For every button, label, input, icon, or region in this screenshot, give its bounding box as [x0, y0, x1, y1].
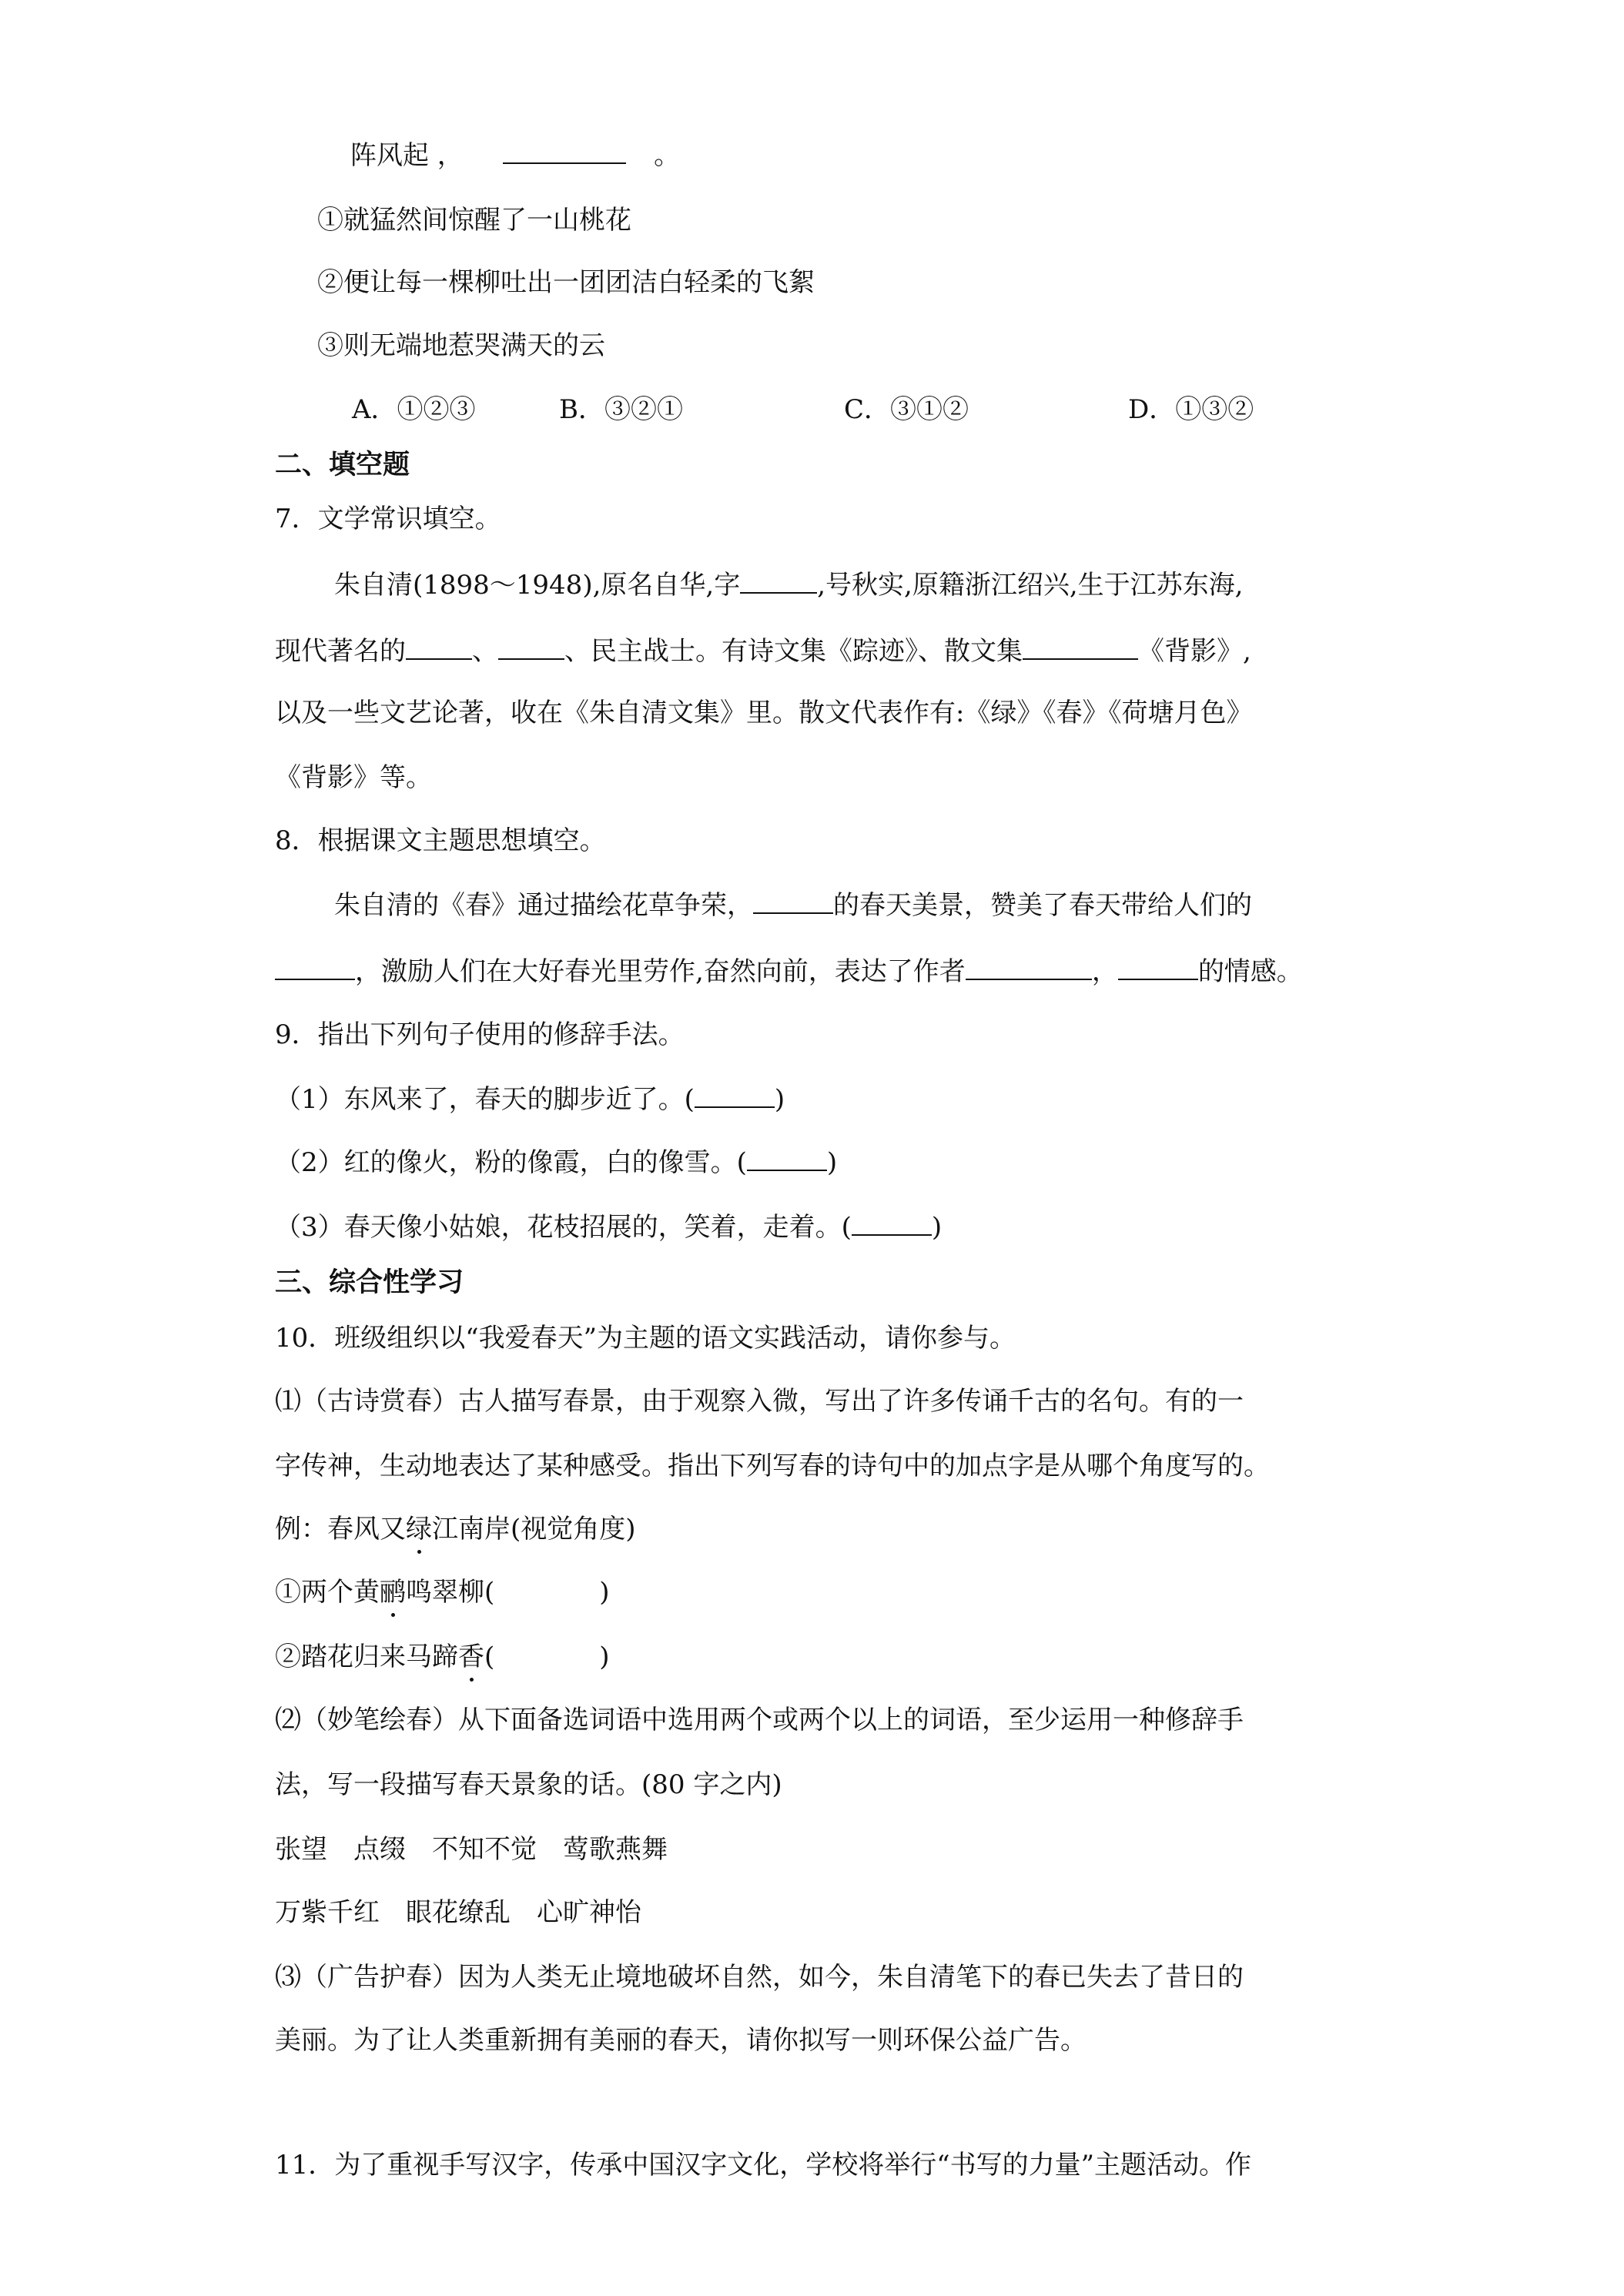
answer-blank: [753, 889, 833, 914]
q10-text: (: [484, 1642, 495, 1672]
q10-part1-line1: ⑴（古诗赏春）古人描写春景，由于观察入微，写出了许多传诵千古的名句。有的一: [275, 1386, 1244, 1417]
q8-text: 的情感。: [1197, 956, 1303, 987]
q9-item-3: [275, 1209, 942, 1246]
word-item: 莺歌燕舞: [563, 1834, 668, 1865]
q6-stem-tail: [350, 137, 680, 174]
q9-text: ): [826, 1147, 838, 1178]
q8-text: 的春天美景，赞美了春天带给人们的: [833, 890, 1252, 921]
answer-blank: [1023, 635, 1138, 660]
q9-stem: 9．指出下列句子使用的修辞手法。: [275, 1019, 685, 1050]
q10-text: 例：春风又: [275, 1514, 406, 1545]
q7-text: 现代著名的: [275, 636, 406, 667]
q9-text: （1）东风来了，春天的脚步近了。(: [275, 1084, 695, 1115]
q10-stem: 10．班级组织以“我爱春天”为主题的语文实践活动，请你参与。: [275, 1323, 1016, 1354]
q6-item-2: ②便让每一棵柳吐出一团团洁白轻柔的飞絮: [317, 267, 815, 298]
q10-word-list-1: [275, 1831, 668, 1868]
q8-line-2: [275, 953, 1303, 990]
option-a: A．①②③: [352, 394, 476, 425]
q10-word-list-2: [275, 1894, 641, 1931]
word-item: 万紫千红: [275, 1897, 380, 1928]
q10-item-2: [275, 1638, 610, 1675]
word-item: 心旷神怡: [537, 1897, 641, 1928]
q9-text: ): [931, 1212, 943, 1243]
option-d: D．①③②: [1128, 394, 1254, 425]
q7-text: ,号秋实,原籍浙江绍兴,生于江苏东海,: [817, 570, 1244, 601]
q7-line-1: [334, 567, 1243, 604]
q9-item-1: [275, 1081, 785, 1118]
answer-blank: [1118, 956, 1198, 980]
q8-text: 朱自清的《春》通过描绘花草争荣，: [334, 890, 753, 921]
q6-item-1: ①就猛然间惊醒了一山桃花: [317, 205, 631, 236]
q8-stem: 8．根据课文主题思想填空。: [275, 825, 606, 856]
q10-text: 鸣翠柳(: [406, 1577, 495, 1608]
word-item: 点缀: [353, 1834, 406, 1865]
q6-stem-end: 。: [654, 140, 681, 171]
option-c: C．③①②: [844, 394, 969, 425]
q10-part3-line2: 美丽。为了让人类重新拥有美丽的春天，请你拟写一则环保公益广告。: [275, 2025, 1087, 2056]
answer-blank: [695, 1083, 775, 1108]
q10-text: 江南岸(视觉角度): [432, 1514, 636, 1545]
q9-item-2: [275, 1144, 837, 1181]
answer-blank: [852, 1211, 932, 1236]
q7-line-3: 以及一些文艺论著，收在《朱自清文集》里。散文代表作有:《绿》《春》《荷塘月色》: [275, 698, 1253, 728]
q10-example: [275, 1511, 636, 1548]
q10-part1-line2: 字传神，生动地表达了某种感受。指出下列写春的诗句中的加点字是从哪个角度写的。: [275, 1451, 1270, 1481]
q10-item-1: [275, 1574, 610, 1611]
answer-blank: [275, 956, 355, 980]
word-item: 张望: [275, 1834, 327, 1865]
q7-text: 、: [472, 636, 498, 667]
q6-stem-text: 阵风起 ，: [350, 140, 464, 171]
q8-line-1: [334, 887, 1252, 924]
q8-text: ，: [1091, 956, 1118, 987]
section-3-title: 三、综合性学习: [275, 1267, 464, 1298]
answer-blank: [747, 1146, 827, 1171]
q7-stem: 7．文学常识填空。: [275, 504, 501, 534]
q10-part3-line1: ⑶（广告护春）因为人类无止境地破坏自然，如今，朱自清笔下的春已失去了昔日的: [275, 1962, 1244, 1993]
q6-options: [0, 391, 1624, 428]
q10-text: ): [599, 1642, 610, 1672]
q6-item-3: ③则无端地惹哭满天的云: [317, 330, 605, 361]
q7-text: 、民主战士。有诗文集《踪迹》、散文集: [564, 636, 1023, 667]
q10-text: ②踏花归来马蹄: [275, 1642, 458, 1672]
q10-text: ①两个黄: [275, 1577, 380, 1608]
q9-text: （3）春天像小姑娘，花枝招展的，笑着，走着。(: [275, 1212, 852, 1243]
q8-text: ，激励人们在大好春光里劳作,奋然向前，表达了作者: [355, 956, 966, 987]
q10-part2-line2: 法，写一段描写春天景象的话。(80 字之内): [275, 1769, 782, 1800]
q10-part2-line1: ⑵（妙笔绘春）从下面备选词语中选用两个或两个以上的词语，至少运用一种修辞手: [275, 1705, 1244, 1735]
dotted-character: 绿: [406, 1511, 432, 1548]
dotted-character: 香: [458, 1638, 484, 1675]
q7-text: 朱自清(1898～1948),原名自华,字: [334, 570, 741, 601]
section-2-title: 二、填空题: [275, 450, 410, 480]
q7-line-2: [275, 633, 1251, 670]
q9-text: ): [774, 1084, 785, 1115]
dotted-character: 鹂: [380, 1574, 406, 1611]
answer-blank: [503, 139, 626, 164]
word-item: 眼花缭乱: [406, 1897, 511, 1928]
q10-text: ): [599, 1577, 610, 1608]
option-b: B．③②①: [559, 394, 683, 425]
answer-blank: [498, 635, 564, 660]
answer-blank: [740, 569, 817, 594]
word-item: 不知不觉: [432, 1834, 537, 1865]
q7-line-4: 《背影》等。: [275, 762, 432, 793]
q7-text: 《背影》,: [1138, 636, 1251, 667]
answer-blank: [406, 635, 472, 660]
q11-stem: 11．为了重视手写汉字，传承中国汉字文化，学校将举行“书写的力量”主题活动。作: [275, 2150, 1252, 2181]
answer-blank: [966, 956, 1092, 980]
q9-text: （2）红的像火，粉的像霞，白的像雪。(: [275, 1147, 747, 1178]
